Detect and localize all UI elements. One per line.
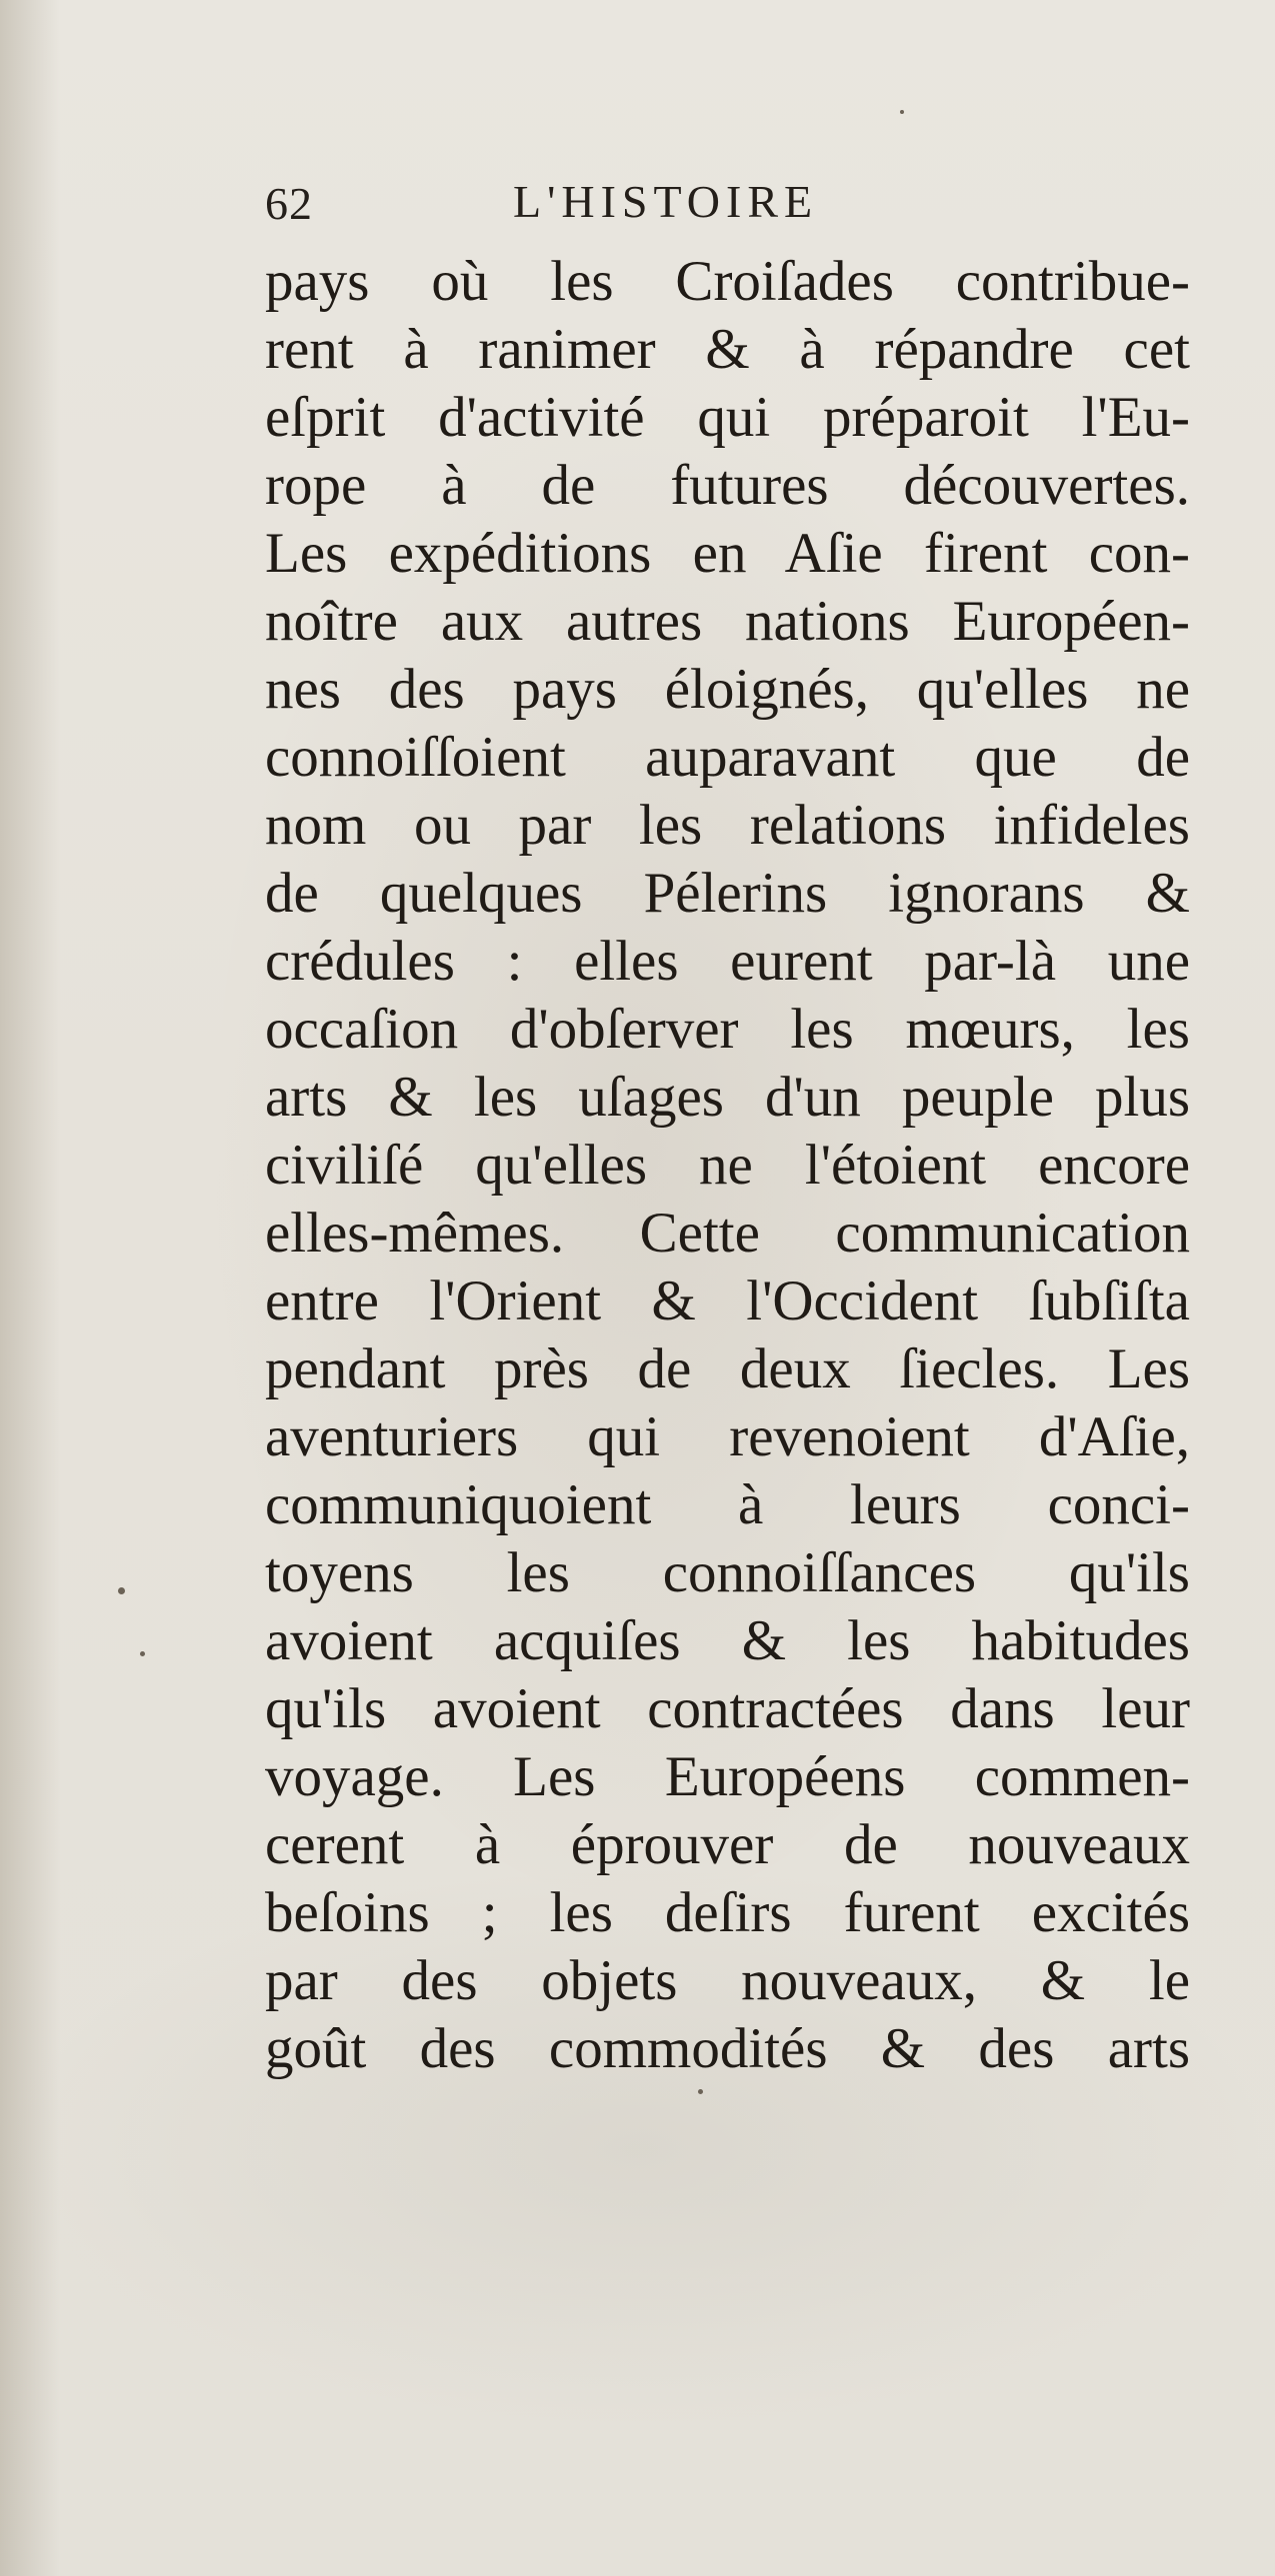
- paper-speck: [698, 2089, 703, 2094]
- text-line: avoient acquiſes & les habitudes: [265, 1609, 1190, 1672]
- text-line: entre l'Orient & l'Occident ſubſiſta: [265, 1270, 1190, 1332]
- text-line: noître aux autres nations Européen-: [265, 590, 1190, 653]
- text-line: connoiſſoient auparavant que de: [265, 726, 1190, 789]
- text-line: occaſion d'obſerver les mœurs, les: [265, 998, 1190, 1061]
- text-line: qu'ils avoient contractées dans leur: [265, 1677, 1190, 1740]
- text-line: eſprit d'activité qui préparoit l'Eu-: [265, 386, 1190, 449]
- text-line: de quelques Pélerins ignorans &: [265, 862, 1190, 925]
- paper-speck: [140, 1651, 145, 1656]
- page-number: 62: [265, 178, 313, 229]
- text-line: rent à ranimer & à répandre cet: [265, 318, 1190, 381]
- paper-speck: [118, 1587, 125, 1594]
- text-line: arts & les uſages d'un peuple plus: [265, 1066, 1190, 1129]
- running-title: L'HISTOIRE: [513, 176, 819, 227]
- text-line: communiquoient à leurs conci-: [265, 1473, 1190, 1536]
- text-line: par des objets nouveaux, & le: [265, 1949, 1190, 2012]
- text-line: elles-mêmes. Cette communication: [265, 1202, 1190, 1265]
- text-line: goût des commodités & des arts: [265, 2017, 1190, 2080]
- spine-shadow: [0, 0, 60, 2576]
- text-line: cerent à éprouver de nouveaux: [265, 1813, 1190, 1876]
- text-line: pays où les Croiſades contribue-: [265, 250, 1190, 313]
- text-line: nes des pays éloignés, qu'elles ne: [265, 658, 1190, 721]
- paper-speck: [900, 110, 904, 114]
- text-line: beſoins ; les deſirs furent excités: [265, 1881, 1190, 1944]
- text-line: pendant près de deux ſiecles. Les: [265, 1337, 1190, 1400]
- body-text: [265, 248, 1190, 2083]
- text-line: civiliſé qu'elles ne l'étoient encore: [265, 1134, 1190, 1197]
- text-line: toyens les connoiſſances qu'ils: [265, 1541, 1190, 1604]
- text-line: voyage. Les Européens commen-: [265, 1745, 1190, 1808]
- text-line: nom ou par les relations infideles: [265, 794, 1190, 857]
- text-line: aventuriers qui revenoient d'Aſie,: [265, 1405, 1190, 1468]
- text-line: rope à de futures découvertes.: [265, 454, 1190, 517]
- text-line: Les expéditions en Aſie firent con-: [265, 522, 1190, 585]
- running-head: [265, 165, 925, 229]
- text-line: crédules : elles eurent par-là une: [265, 930, 1190, 993]
